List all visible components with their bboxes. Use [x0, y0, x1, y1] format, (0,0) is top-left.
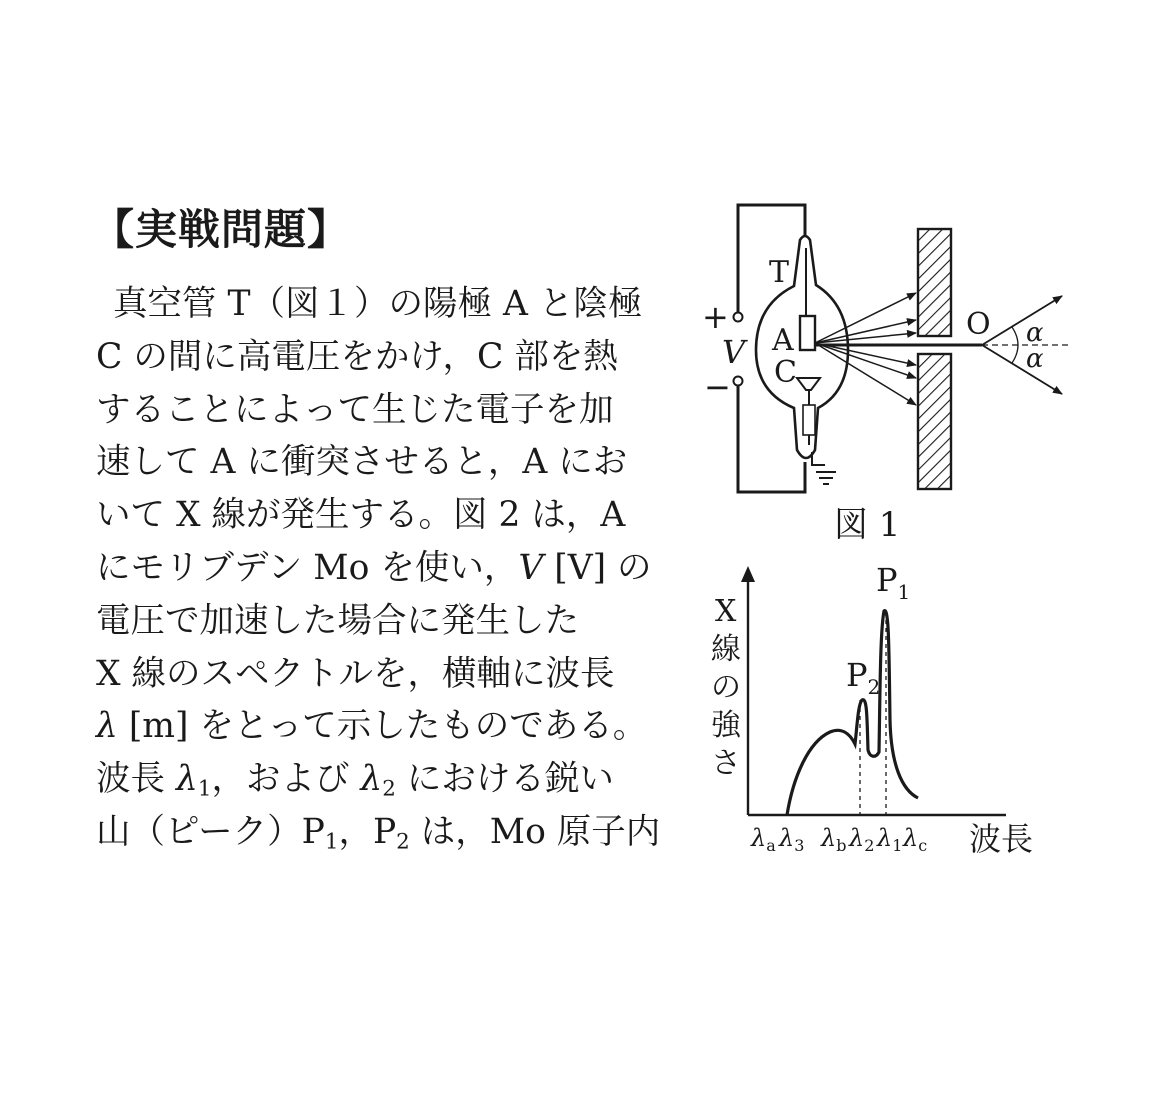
lambda-symbol: λ [96, 706, 118, 747]
slit-wall-lower [918, 354, 951, 489]
label-A: A [772, 323, 794, 358]
x-tick-lambda-b: $\lambda_b$ [821, 824, 847, 855]
y-label-char-2: 線 [711, 632, 741, 667]
section-heading: 【実戦問題】 [92, 205, 351, 254]
label-minus: − [704, 368, 731, 406]
figure-1-caption: 図 1 [834, 505, 901, 545]
y-label-char-5: さ [711, 746, 741, 781]
subscript: 2 [396, 829, 410, 855]
label-O: O [966, 307, 991, 342]
label-alpha-bottom: α [1026, 344, 1044, 374]
x-tick-lambda-c: $\lambda_c$ [903, 824, 928, 855]
subscript: 1 [324, 829, 339, 855]
spectrum-curve [787, 611, 918, 815]
x-axis-label: 波長 [969, 820, 1034, 858]
y-label-char-4: 強 [711, 708, 741, 743]
diffracted-ray-lower [982, 345, 1062, 394]
subscript: 1 [197, 776, 212, 802]
slit-wall-upper [918, 229, 951, 336]
text-span: X 線のスペクトルを，横軸に波長 [96, 653, 615, 694]
peak-label-P1: $P_1$ [876, 561, 911, 604]
text-span: することによって生じた電子を加 [96, 389, 614, 430]
label-T: T [769, 255, 790, 290]
x-tick-lambda-3: $\lambda_3$ [779, 824, 805, 855]
text-span: における鋭い [395, 759, 614, 800]
text-span: 速して A に衝突させると，A にお [96, 442, 628, 483]
subscript: 2 [382, 776, 396, 802]
x-tick-lambda-2: $\lambda_2$ [849, 824, 875, 855]
y-label-char-1: X [715, 594, 737, 629]
label-V: V [722, 333, 746, 371]
diffracted-ray-upper [982, 296, 1062, 345]
label-alpha-top: α [1026, 318, 1044, 348]
text-span: [V] の [543, 547, 652, 588]
y-axis-arrow [741, 566, 755, 582]
text-span: ，P [338, 811, 397, 852]
cathode-holder [803, 405, 815, 435]
lambda-symbol: λ [360, 759, 383, 800]
voltage-symbol: V [518, 547, 544, 588]
peak-label-P2: $P_2$ [846, 656, 881, 699]
lambda-symbol: λ [175, 759, 198, 800]
ground-symbol [812, 452, 836, 484]
label-C: C [774, 355, 797, 390]
label-plus: + [702, 298, 729, 336]
text-span: ，および [211, 759, 361, 800]
text-span: いて X 線が発生する。図 2 は，A [96, 495, 626, 536]
text-span: 真空管 T（図１）の陽極 A と陰極 [113, 284, 643, 324]
text-span: は，Mo 原子内 [409, 811, 661, 852]
text-span: [m] をとって示したものである。 [117, 706, 648, 747]
terminal-minus [734, 377, 743, 386]
text-span: 電圧で加速した場合に発生した [96, 600, 579, 641]
y-label-char-3: の [711, 670, 741, 705]
figure-2-spectrum [711, 561, 1033, 858]
anode [800, 316, 815, 350]
text-span: 山（ピーク）P [96, 811, 325, 852]
text-span: C の間に高電圧をかけ，C 部を熱 [96, 336, 618, 377]
x-tick-lambda-1: $\lambda_1$ [877, 824, 903, 855]
x-tick-lambda-a: $\lambda_a$ [751, 824, 776, 855]
text-span: 波長 [96, 759, 176, 800]
text-span: にモリブデン Mo を使い， [96, 547, 519, 588]
terminal-plus [734, 313, 743, 322]
